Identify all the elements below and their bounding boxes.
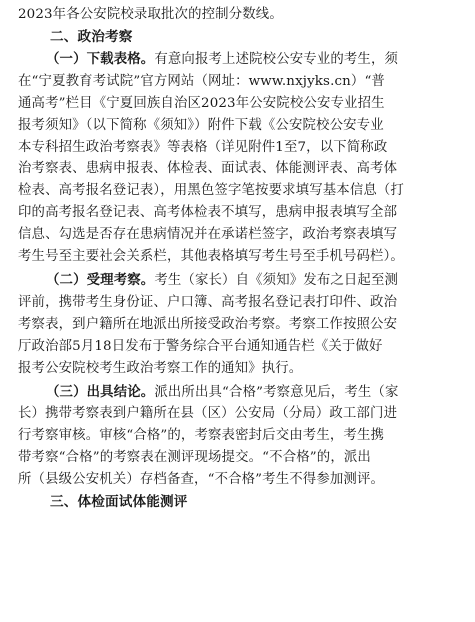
section-heading-physical-exam: 三、体检面试体能测评 xyxy=(50,494,188,511)
paragraph-line: 行考察审核。审核“合格”的，考察表密封后交由考生，考生携 xyxy=(18,428,385,444)
paragraph-download-forms xyxy=(18,49,461,268)
paragraph-line: 通高考”栏目《宁夏回族自治区2023年公安院校公安专业招生 xyxy=(18,95,385,111)
paragraph-line xyxy=(18,270,461,292)
paragraph-line: 考察表，到户籍所在地派出所接受政治考察。考察工作按照公安 xyxy=(18,316,398,332)
paragraph-text: 考生（家长）自《须知》发布之日起至测 xyxy=(154,272,399,288)
paragraph-text: 派出所出具“合格”考察意见后，考生（家 xyxy=(154,384,399,400)
item-label-accept: （二）受理考察。 xyxy=(46,272,155,288)
intro-line: 2023年各公安院校录取批次的控制分数线。 xyxy=(18,7,283,22)
paragraph-line xyxy=(18,382,461,404)
paragraph-line: 在“宁夏教育考试院”官方网站（网址：www.nxjyks.cn）“普 xyxy=(18,73,385,89)
paragraph-line: 带考察“合格”的考察表在测评现场提交。“不合格”的，派出 xyxy=(18,450,371,466)
paragraph-line: 治考察表、患病申报表、体检表、面试表、体能测评表、高考体 xyxy=(18,161,398,177)
paragraph-line: 长）携带考察表到户籍所在县（区）公安局（分局）政工部门进 xyxy=(18,406,398,422)
paragraph-line: 报考须知》（以下简称《须知》）附件下载《公安院校公安专业 xyxy=(18,117,384,133)
paragraph-line: 考生号至主要社会关系栏，其他表格填写考生号至手机号码栏）。 xyxy=(18,249,404,265)
item-label-conclusion: （三）出具结论。 xyxy=(46,384,155,400)
section-heading-political-review: 二、政治考察 xyxy=(50,28,133,45)
paragraph-issue-conclusion xyxy=(18,382,461,492)
paragraph-line: 检表、高考报名登记表），用黑色签字笔按要求填写基本信息（打 xyxy=(18,183,404,199)
paragraph-line: 信息、勾选是否存在患病情况并在承诺栏签字，政治考察表填写 xyxy=(18,227,398,243)
paragraph-line: 所（县级公安机关）存档备查，“不合格”考生不得参加测评。 xyxy=(18,472,385,488)
paragraph-line xyxy=(18,49,461,71)
paragraph-line: 印的高考报名登记表、高考体检表不填写，患病申报表填写全部 xyxy=(18,205,398,221)
paragraph-line: 本专科招生政治考察表》等表格（详见附件1至7，以下简称政 xyxy=(18,139,388,155)
paragraph-text: 有意向报考上述院校公安专业的考生，须 xyxy=(154,51,399,67)
paragraph-line: 报考公安院校考生政治考察工作的通知》执行。 xyxy=(18,360,303,376)
paragraph-accept-review xyxy=(18,270,461,380)
paragraph-line: 评前，携带考生身份证、户口簿、高考报名登记表打印件、政治 xyxy=(18,294,398,310)
paragraph-line: 厅政治部5月18日发布于警务综合平台通知通告栏《关于做好 xyxy=(18,338,383,354)
item-label-download: （一）下载表格。 xyxy=(46,51,155,67)
